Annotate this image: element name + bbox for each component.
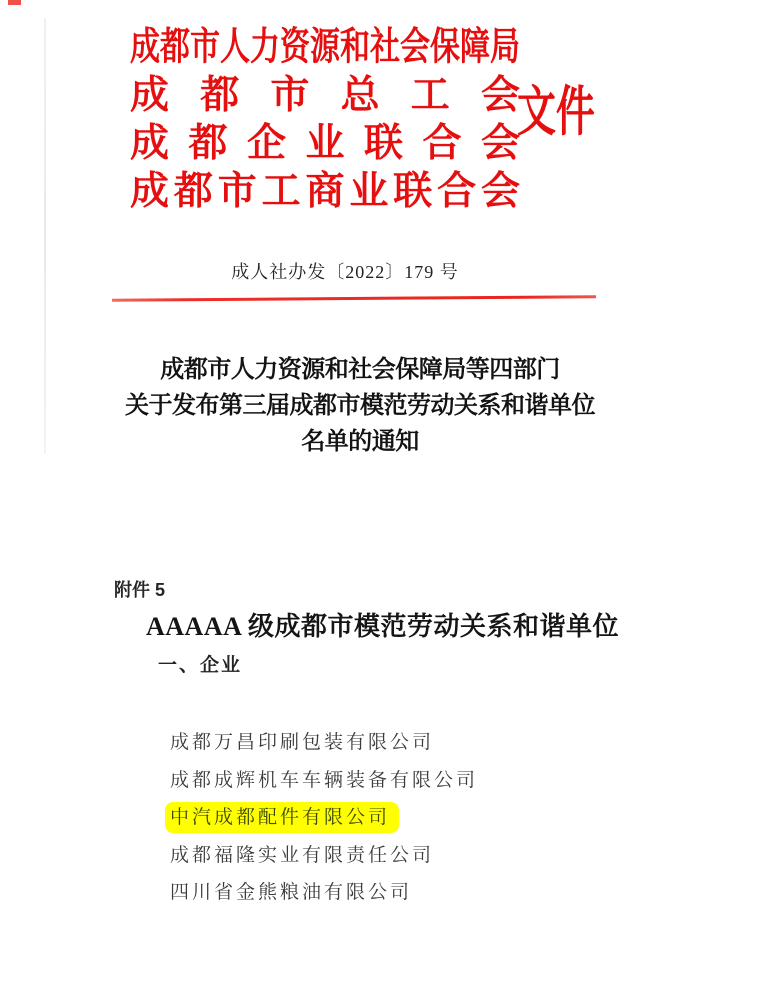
scan-corner-mark	[8, 0, 21, 5]
title-line: 关于发布第三届成都市模范劳动关系和谐单位	[125, 393, 595, 419]
section-label: 一、企业	[158, 655, 243, 676]
company-name: 成都福隆实业有限责任公司	[170, 844, 435, 866]
doc-number: 成人社办发〔2022〕179 号	[231, 262, 459, 282]
company-name: 成都万昌印刷包装有限公司	[170, 732, 435, 753]
company-row	[170, 762, 478, 800]
company-name: 成都成辉机车车辆装备有限公司	[170, 769, 479, 791]
org-name-line: 成都市总工会	[130, 74, 520, 117]
company-row	[170, 724, 478, 762]
company-row	[170, 799, 478, 837]
company-name-highlighted: 中汽成都配件有限公司	[165, 802, 399, 833]
title-line: 名单的通知	[301, 429, 419, 455]
letterhead	[130, 24, 520, 216]
red-separator-rule	[112, 295, 596, 301]
attachment-heading: AAAAA 级成都市模范劳动关系和谐单位	[146, 612, 619, 641]
org-name-line: 成都企业联合会	[130, 122, 520, 165]
org-name-line: 成都市人力资源和社会保障局	[130, 26, 520, 69]
company-list	[170, 724, 478, 912]
notice-title	[0, 352, 720, 460]
title-line: 成都市人力资源和社会保障局等四部门	[160, 357, 560, 383]
company-name: 四川省金熊粮油有限公司	[170, 882, 413, 903]
company-row	[170, 874, 478, 912]
company-row	[170, 837, 478, 875]
doc-type-label: 文件	[517, 82, 595, 142]
org-name-line: 成都市工商业联合会	[130, 170, 520, 213]
attachment-label: 附件 5	[114, 580, 166, 600]
